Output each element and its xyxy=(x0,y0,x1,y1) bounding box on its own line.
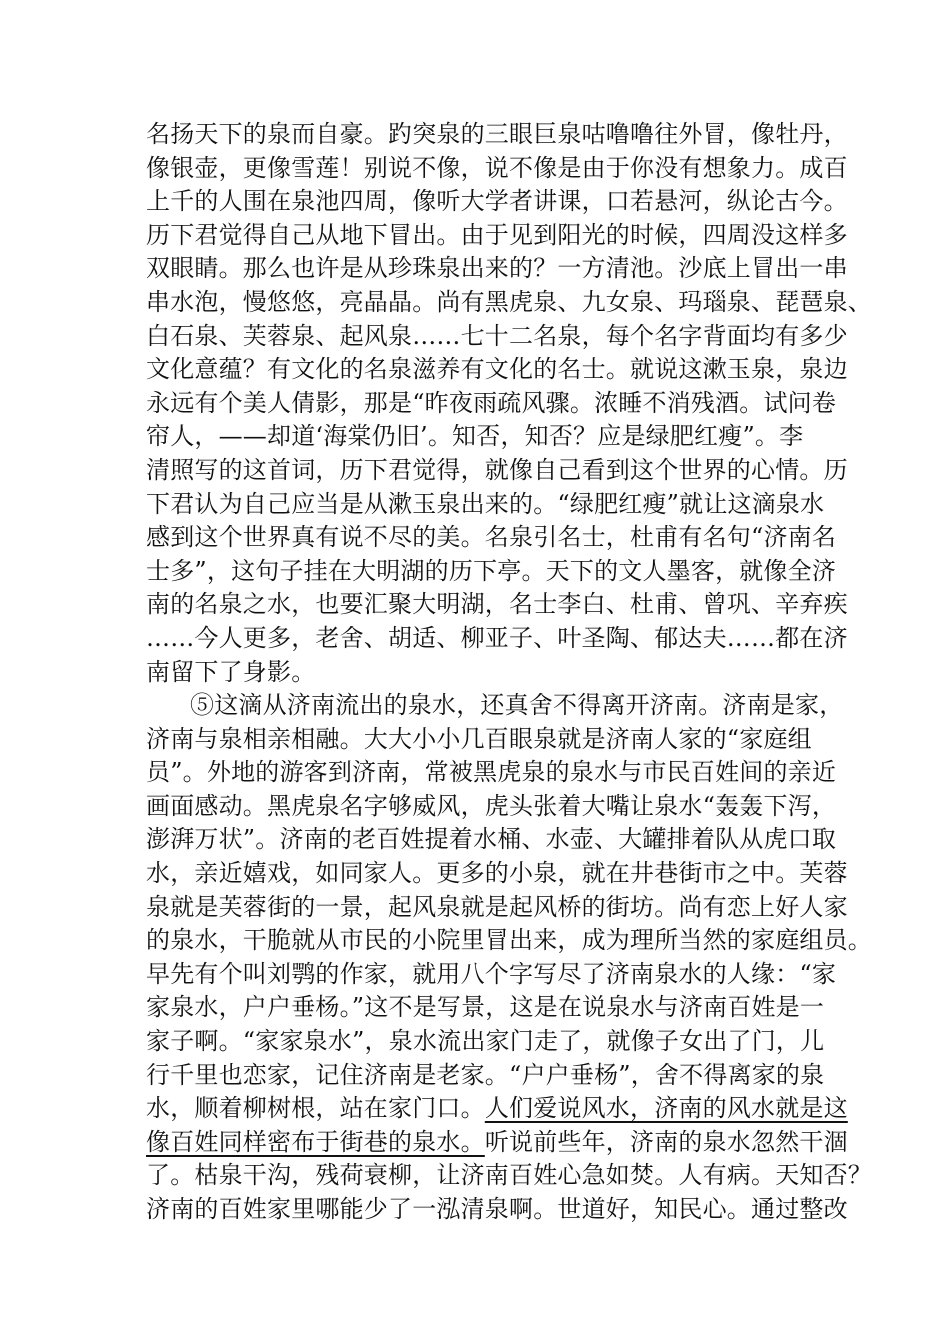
text-line: 士多”，这句子挂在大明湖的历下亭。天下的文人墨客，就像全济 xyxy=(146,556,837,585)
paragraph-5-first-line: ⑤这滴从济南流出的泉水，还真舍不得离开济南。济南是家， xyxy=(190,691,844,720)
text-line: 早先有个叫刘鹗的作家，就用八个字写尽了济南泉水的人缘：“家 xyxy=(146,959,837,988)
text-line: 泉就是芙蓉街的一景，起风泉就是起风桥的街坊。尚有恋上好人家 xyxy=(146,892,848,921)
document-body xyxy=(146,118,872,1227)
text-line: 家泉水，户户垂杨。”这不是写景，这是在说泉水与济南百姓是一 xyxy=(146,993,825,1022)
text-line: 永远有个美人倩影，那是“昨夜雨疏风骤。浓睡不消残酒。试问卷 xyxy=(146,388,837,417)
text-line: 帘人，——却道‘海棠仍旧’。知否，知否？应是绿肥红瘦”。李 xyxy=(146,422,804,451)
text-line: 澎湃万状”。济南的老百姓提着水桶、水壶、大罐排着队从虎口取 xyxy=(146,825,837,854)
underlined-sentence-part-1: 人们爱说风水，济南的风水就是这 xyxy=(484,1094,848,1123)
text-line: 南留下了身影。 xyxy=(146,657,316,686)
text-line: 名扬天下的泉而自豪。趵突泉的三眼巨泉咕噜噜往外冒，像牡丹， xyxy=(146,120,848,148)
text-line: 南的名泉之水，也要汇聚大明湖，名士李白、杜甫、曾巩、辛弃疾 xyxy=(146,590,848,619)
text-line: 串水泡，慢悠悠，亮晶晶。尚有黑虎泉、九女泉、玛瑙泉、琵琶泉、 xyxy=(146,287,872,316)
text-line: 了。枯泉干沟，残荷衰柳，让济南百姓心急如焚。人有病。天知否？ xyxy=(146,1161,872,1190)
text-line: 济南与泉相亲相融。大大小小几百眼泉就是济南人家的“家庭组 xyxy=(146,724,812,753)
text-line: 济南的百姓家里哪能少了一泓清泉啊。世道好，知民心。通过整改 xyxy=(146,1195,848,1223)
text-line: 员”。外地的游客到济南，常被黑虎泉的泉水与市民百姓间的亲近 xyxy=(146,758,837,787)
text-line: ……今人更多，老舍、胡适、柳亚子、叶圣陶、郁达夫……都在济 xyxy=(146,623,848,652)
text-line: 清照写的这首词，历下君觉得，就像自己看到这个世界的心情。历 xyxy=(146,455,848,484)
text-line: 文化意蕴？有文化的名泉滋养有文化的名士。就说这漱玉泉，泉边 xyxy=(146,355,848,384)
text-line: 下君认为自己应当是从漱玉泉出来的。“绿肥红瘦”就让这滴泉水 xyxy=(146,489,825,518)
text-line-with-underline xyxy=(146,1092,846,1126)
text-line-with-underline xyxy=(146,1126,846,1160)
text-line: 白石泉、芙蓉泉、起风泉……七十二名泉，每个名字背面均有多少 xyxy=(146,321,848,350)
text-line: 行千里也恋家，记住济南是老家。“户户垂杨”，舍不得离家的泉 xyxy=(146,1060,825,1089)
text-line: 像银壶，更像雪莲！别说不像，说不像是由于你没有想象力。成百 xyxy=(146,153,848,182)
text-line: 双眼睛。那么也许是从珍珠泉出来的？一方清池。沙底上冒出一串 xyxy=(146,254,848,283)
text-segment: 听说前些年，济南的泉水忽然干涸 xyxy=(484,1127,848,1156)
text-line: 画面感动。黑虎泉名字够威风，虎头张着大嘴让泉水“轰轰下泻， xyxy=(146,791,837,820)
text-line: 水，亲近嬉戏，如同家人。更多的小泉，就在井巷街市之中。芙蓉 xyxy=(146,859,848,888)
text-line: 历下君觉得自己从地下冒出。由于见到阳光的时候，四周没这样多 xyxy=(146,220,848,249)
text-line: 感到这个世界真有说不尽的美。名泉引名士，杜甫有名句“济南名 xyxy=(146,523,837,552)
text-line: 家子啊。“家家泉水”，泉水流出家门走了，就像子女出了门，儿 xyxy=(146,1027,825,1056)
text-line: 的泉水，干脆就从市民的小院里冒出来，成为理所当然的家庭组员。 xyxy=(146,926,872,955)
text-segment: 水，顺着柳树根，站在家门口。 xyxy=(146,1094,485,1123)
text-line: 上千的人围在泉池四周，像听大学者讲课，口若悬河，纵论古今。 xyxy=(146,187,848,216)
underlined-sentence-part-2: 像百姓同样密布于街巷的泉水。 xyxy=(146,1127,485,1156)
